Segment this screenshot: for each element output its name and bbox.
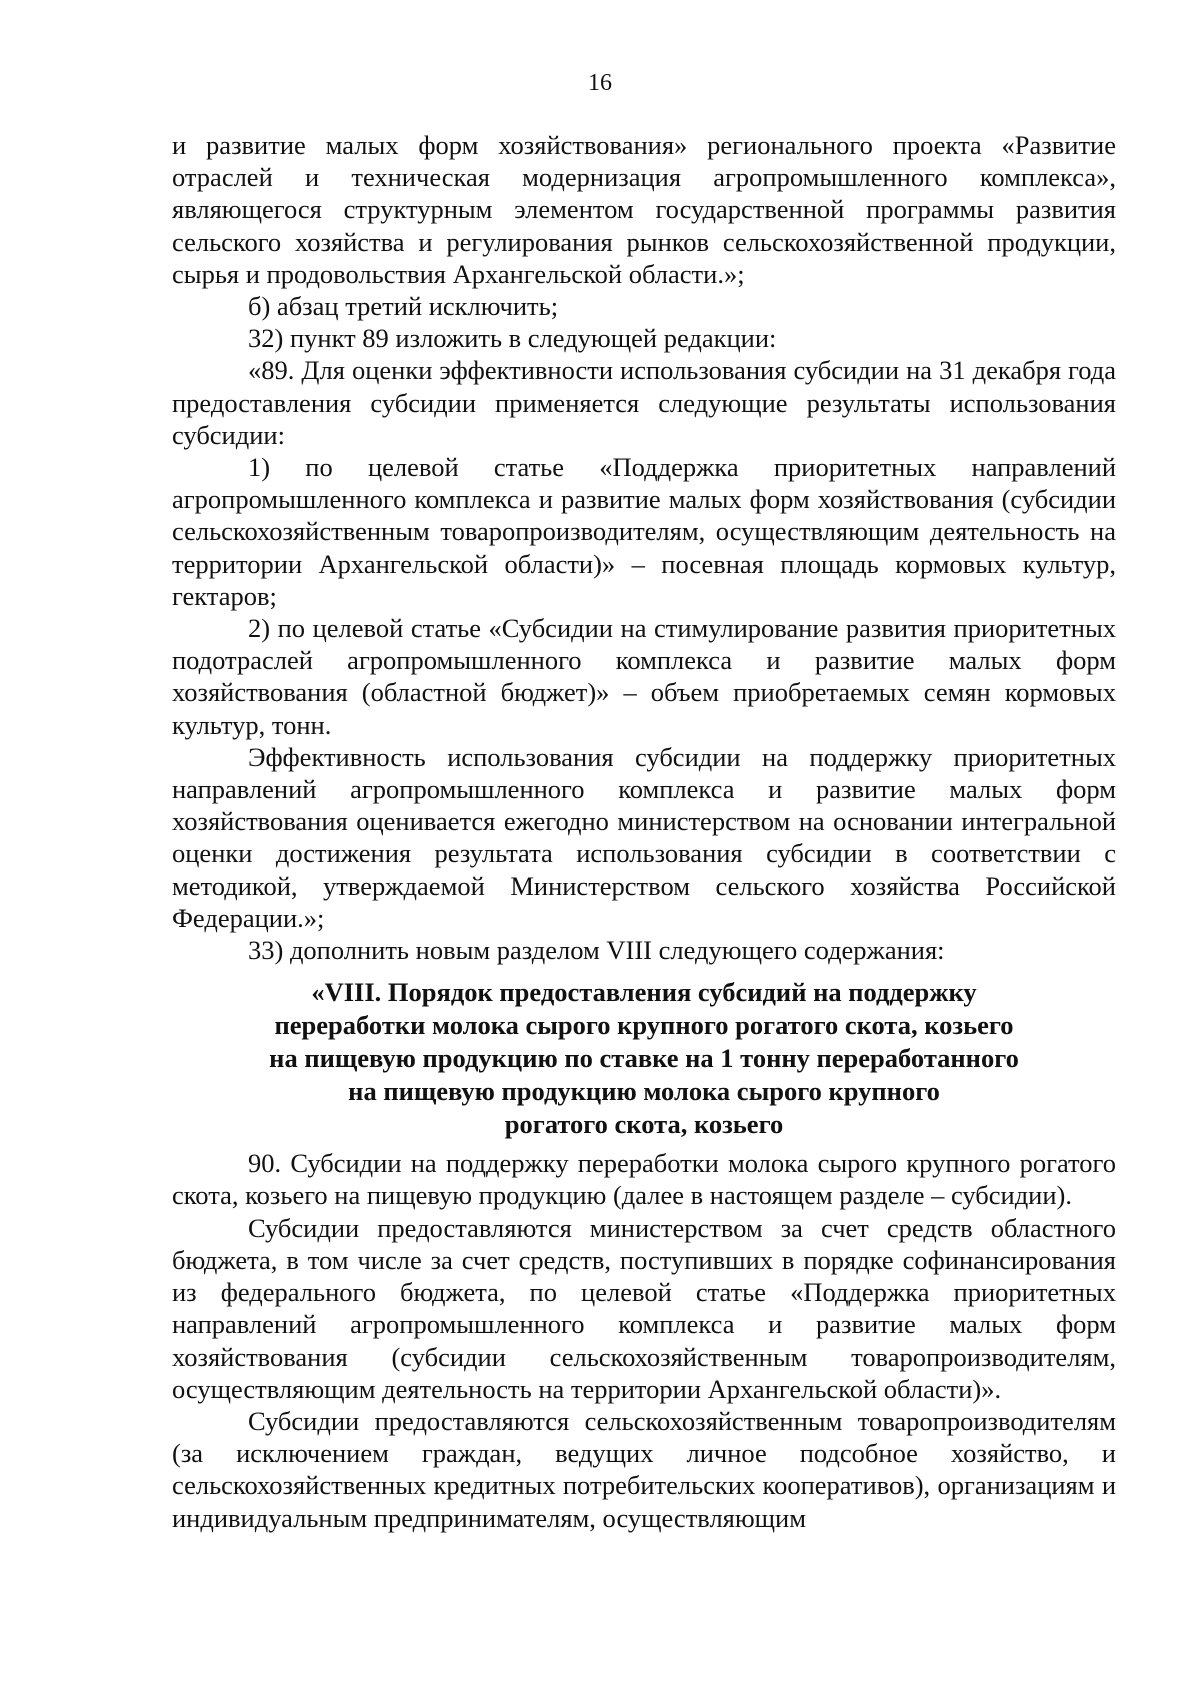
paragraph: «89. Для оценки эффективности использования субсидии на 31 декабря года предоставления субсидии применяется следующие результаты использования субсидии: — [172, 355, 1116, 450]
paragraph: 32) пункт 89 изложить в следующей редакции: — [248, 323, 777, 354]
paragraph: 33) дополнить новым разделом VIII следующего содержания: — [248, 935, 945, 966]
paragraph: Эффективность использования субсидии на поддержку приоритетных направлений агропромышленного комплекса и развитие малых форм хозяйствования оценивается ежегодно министерством на основании интегральной оценки достижения результата использования субсидии в соответствии с методикой, утверждаемой Министерством сельского хозяйства Российской Федерации.»; — [172, 741, 1116, 933]
section-heading — [172, 976, 1116, 1141]
section-heading-line: переработки молока сырого крупного рогатого скота, козьего — [274, 1010, 1014, 1041]
page-number: 16 — [588, 70, 612, 96]
paragraph: 90. Субсидии на поддержку переработки молока сырого крупного рогатого скота, козьего на пищевую продукцию (далее в настоящем разделе – субсидии). — [172, 1148, 1116, 1211]
paragraph: Субсидии предоставляются министерством за счет средств областного бюджета, в том числе за счет средств, поступивших в порядке софинансирования из федерального бюджета, по целевой статье «Поддержка приоритетных направлений агропромышленного комплекса и развитие малых форм хозяйствования (субсидии сельскохозяйственным товаропроизводителям, осуществляющим деятельность на территории Архангельской области)». — [172, 1212, 1116, 1404]
section-heading-line: на пищевую продукцию молока сырого крупного — [348, 1076, 940, 1107]
paragraph: 2) по целевой статье «Субсидии на стимулирование развития приоритетных подотраслей агропромышленного комплекса и развитие малых форм хозяйствования (областной бюджет)» – объем приобретаемых семян кормовых культур, тонн. — [172, 613, 1116, 740]
section-heading-line: рогатого скота, козьего — [504, 1109, 784, 1140]
paragraph: и развитие малых форм хозяйствования» регионального проекта «Развитие отраслей и техническая модернизация агропромышленного комплекса», являющегося структурным элементом государственной программы развития сельского хозяйства и регулирования рынков сельскохозяйственной продукции, сырья и продовольствия Архангельской области.»; — [172, 130, 1116, 289]
document-body — [172, 129, 1116, 1534]
section-heading-line: на пищевую продукцию по ставке на 1 тонну переработанного — [269, 1043, 1019, 1074]
paragraph: Субсидии предоставляются сельскохозяйственным товаропроизводителям (за исключением граждан, ведущих личное подсобное хозяйство, и сельскохозяйственных кредитных потребительских кооперативов), организациям и индивидуальным предпринимателям, осуществляющим — [172, 1405, 1116, 1533]
paragraph: б) абзац третий исключить; — [248, 291, 559, 322]
paragraph: 1) по целевой статье «Поддержка приоритетных направлений агропромышленного комплекса и развитие малых форм хозяйствования (субсидии сельскохозяйственным товаропроизводителям, осуществляющим деятельность на территории Архангельской области)» – посевная площадь кормовых культур, гектаров; — [172, 452, 1116, 611]
section-heading-line: «VIII. Порядок предоставления субсидий на поддержку — [311, 977, 977, 1008]
